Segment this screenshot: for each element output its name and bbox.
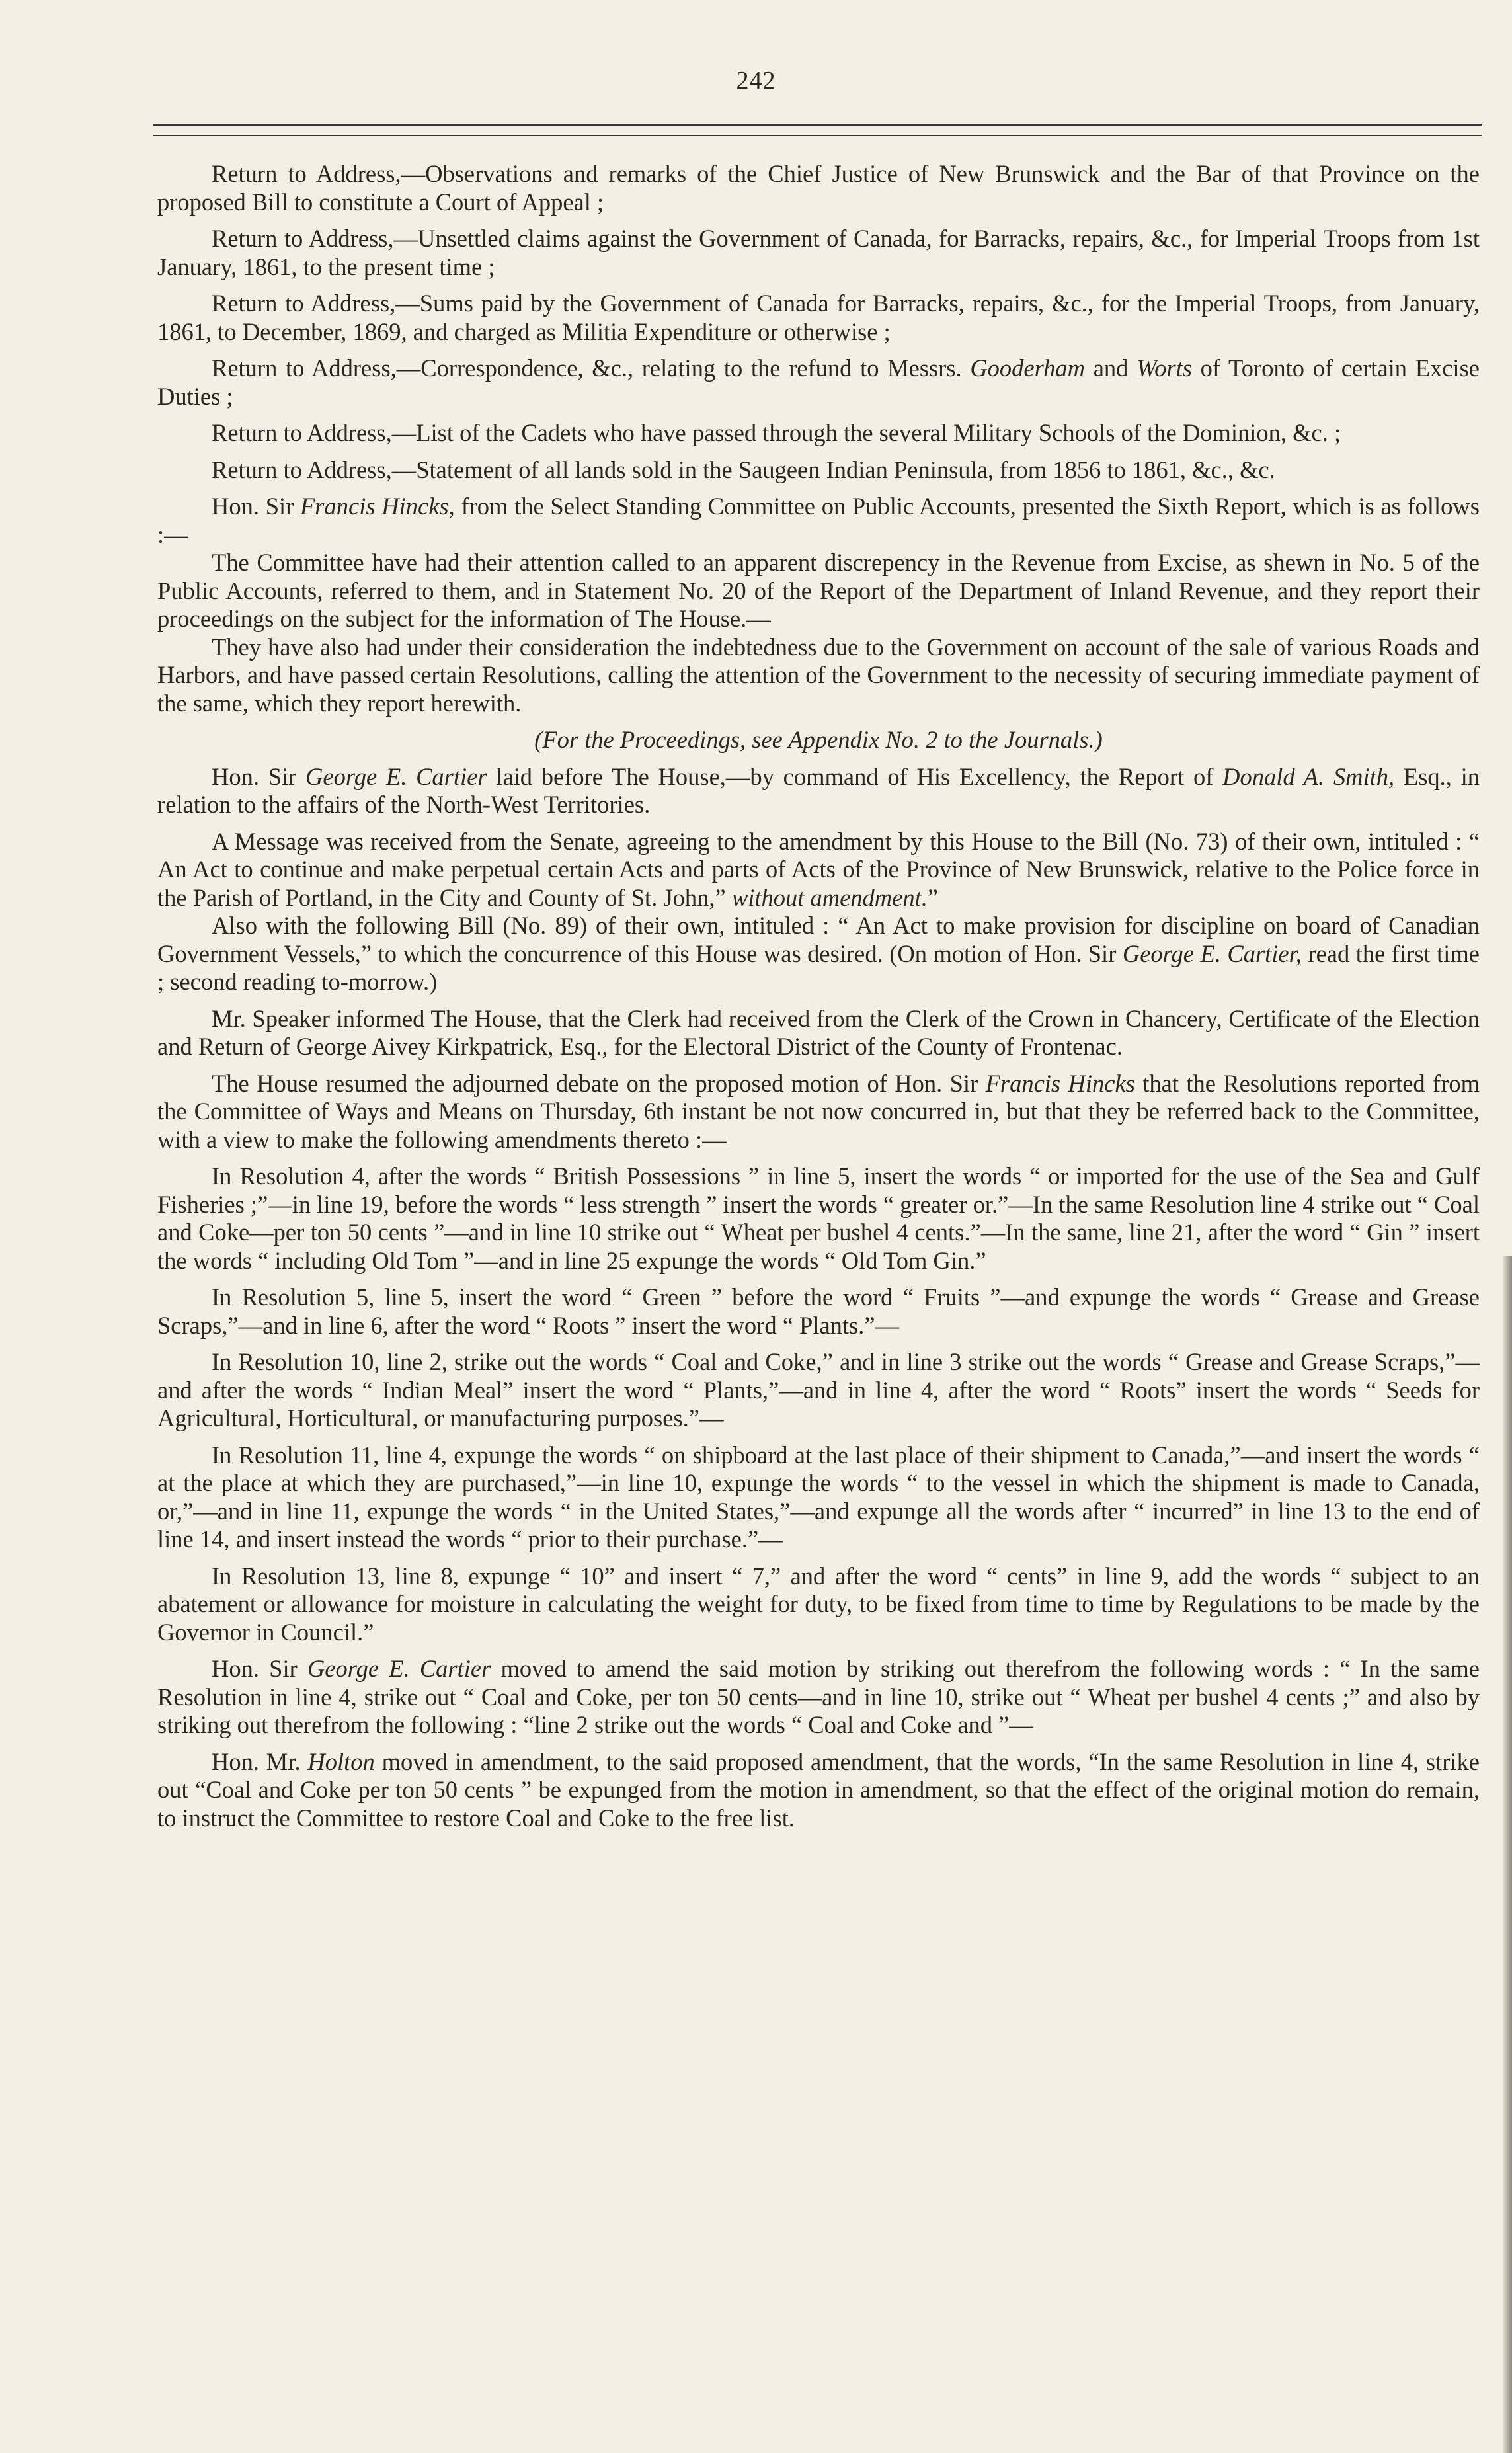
text-run: In Resolution 10, line 2, strike out the words “ Coal and Coke,” and in line 3 strike out the words “ Grease and Grease Scraps,”—and after the words “ Indian Meal” insert the word “ Plants,”—and in line 4, after the word “ Roots” insert the words “ Seeds for Agricultural, Horticultural, or manufacturing purposes.”— (157, 1348, 1480, 1431)
text-run: Mr. Speaker informed The House, that the Clerk had received from the Clerk of the Crown in Chancery, Certificate of the Election and Return of George Aivey Kirkpatrick, Esq., for the Electoral District of the County of Frontenac. (157, 1004, 1480, 1060)
paragraph-p15 (157, 1070, 1480, 1154)
italic-name: without amendment. (731, 883, 928, 911)
paragraph-p20 (157, 1562, 1480, 1647)
paragraph-p19 (157, 1441, 1480, 1554)
text-run: The Committee have had their attention called to an apparent discrepency in the Revenue from Excise, as shewn in No. 5 of the Public Accounts, referred to them, and in Statement No. 20 of the Report of the Department of Inland Revenue, and they report their proceedings on the subject for the information of The House.— (157, 549, 1480, 632)
paragraph-p6 (157, 456, 1480, 485)
italic-name: Holton (307, 1748, 375, 1775)
text-run: moved in amendment, to the said proposed amendment, that the words, “In the same Resolution in line 4, strike out “Coal and Coke per ton 50 cents ” be expunged from the motion in amendment, so that the effect of the original motion do remain, to instruct the Committee to restore Coal and Coke to the free list. (157, 1748, 1480, 1831)
italic-name: George E. Cartier, (1122, 940, 1302, 967)
paragraph-p14 (157, 1005, 1480, 1061)
italic-name: Francis Hincks, (300, 493, 455, 520)
text-run: Hon. Sir (212, 1655, 307, 1682)
paragraph-p9 (157, 633, 1480, 718)
header-rule-top (153, 124, 1482, 126)
text-run: Return to Address,—Sums paid by the Government of Canada for Barracks, repairs, &c., for the Imperial Troops, from January, 1861, to December, 1869, and charged as Militia Expenditure or otherwise ; (157, 290, 1480, 345)
text-run: Return to Address,—Correspondence, &c., relating to the refund to Messrs. (212, 354, 971, 382)
text-run: read the first time ; second reading to-morrow.) (157, 940, 1480, 995)
text-run: Also with the following Bill (No. 89) of their own, intituled : “ An Act to make provision for discipline on board of Canadian Government Vessels,” to which the concurrence of this House was desired. (On motion of Hon. Sir (157, 912, 1480, 967)
italic-name: Francis Hincks (985, 1069, 1135, 1097)
italic-name: Donald A. Smith, (1222, 762, 1395, 790)
text-run: Esq., in relation to the affairs of the North-West Territories. (157, 762, 1480, 818)
paragraph-p11 (157, 763, 1480, 819)
text-run: from the Select Standing Committee on Public Accounts, presented the Sixth Report, which is as follows :— (157, 493, 1480, 548)
paragraph-p5 (157, 419, 1480, 448)
text-run: In Resolution 5, line 5, insert the word “ Green ” before the word “ Fruits ”—and expunge the words “ Grease and Grease Scraps,”—and in line 6, after the word “ Roots ” insert the word “ Plants.”— (157, 1283, 1480, 1339)
text-run: In Resolution 4, after the words “ British Possessions ” in line 5, insert the words “ or imported for the use of the Sea and Gulf Fisheries ;”—in line 19, before the words “ less strength ” insert the words “ greater or.”—In the same Resolution line 4 strike out “ Coal and Coke—per ton 50 cents ”—and in line 10 strike out “ Wheat per bushel 4 cents.”—In the same, line 21, after the word “ Gin ” insert the words “ including Old Tom ”—and in line 25 expunge the words “ Old Tom Gin.” (157, 1162, 1480, 1274)
text-run: In Resolution 11, line 4, expunge the words “ on shipboard at the last place of their shipment to Canada,”—and insert the words “ at the place at which they are purchased,”—in line 10, expunge the words “ to the vessel in which the shipment is made to Canada, or,”—and in line 11, expunge the words “ in the United States,”—and expunge all the words after “ incurred” in line 13 to the end of line 14, and insert instead the words “ prior to their purchase.”— (157, 1441, 1480, 1552)
text-run: A Message was received from the Senate, agreeing to the amendment by this House to the Bill (No. 73) of their own, intituled : “ An Act to continue and make perpetual certain Acts and parts of Acts of the Province of New Brunswick, relative to the Police force in the Parish of Portland, in the City and County of St. John,” (157, 827, 1480, 911)
text-run: Return to Address,—Unsettled claims against the Government of Canada, for Barracks, repairs, &c., for Imperial Troops from 1st January, 1861, to the present time ; (157, 225, 1480, 280)
paragraph-p16 (157, 1162, 1480, 1275)
text-run: Return to Address,—Observations and remarks of the Chief Justice of New Brunswick and the Bar of that Province on the proposed Bill to constitute a Court of Appeal ; (157, 160, 1480, 216)
page-edge-shadow (1503, 1256, 1512, 2453)
page-number: 242 (736, 67, 776, 95)
text-run: Return to Address,—Statement of all lands sold in the Saugeen Indian Peninsula, from 1856 to 1861, &c., &c. (212, 456, 1275, 483)
text-run: The House resumed the adjourned debate on the proposed motion of Hon. Sir (212, 1069, 986, 1097)
text-run: In Resolution 13, line 8, expunge “ 10” and insert “ 7,” and after the word “ cents” in line 9, add the words “ subject to an abatement or allowance for moisture in calculating the weight for duty, to be fixed from time to time by Regulations to be made by the Governor in Council.” (157, 1562, 1480, 1646)
paragraph-p1 (157, 160, 1480, 216)
text-run: Return to Address,—List of the Cadets who have passed through the several Military Schools of the Dominion, &c. ; (212, 419, 1341, 446)
header-rule-bottom (153, 135, 1482, 136)
paragraph-p13 (157, 912, 1480, 996)
text-run: and (1085, 354, 1137, 382)
paragraph-p22 (157, 1748, 1480, 1833)
text-run: that the Resolutions reported from the Committee of Ways and Means on Thursday, 6th instant be not now concurred in, but that they be referred back to the Committee, with a view to make the following amendments thereto :— (157, 1069, 1480, 1153)
text-run: Hon. Sir (212, 493, 300, 520)
text-run: They have also had under their consideration the indebtedness due to the Government on account of the sale of various Roads and Harbors, and have passed certain Resolutions, calling the attention of the Government to the necessity of securing immediate payment of the same, which they report herewith. (157, 633, 1480, 717)
paragraph-p10 (157, 726, 1480, 754)
paragraph-p8 (157, 549, 1480, 633)
paragraph-p17 (157, 1283, 1480, 1340)
text-run: ” (927, 883, 939, 911)
paragraph-p4 (157, 354, 1480, 411)
text-run: Hon. Sir (212, 762, 306, 790)
paragraph-p7 (157, 493, 1480, 549)
text-run: Hon. Mr. (212, 1748, 308, 1775)
italic-name: Worts (1136, 354, 1192, 382)
text-run: (For the Proceedings, see Appendix No. 2 to the Journals.) (534, 726, 1103, 753)
italic-name: Gooderham (970, 354, 1086, 382)
text-run: moved to amend the said motion by striking out therefrom the following words : “ In the same Resolution in line 4, strike out “ Coal and Coke, per ton 50 cents—and in line 10, strike out “ Wheat per bushel 4 cents ;” and also by striking out therefrom the following : “line 2 strike out the words “ Coal and Coke and ”— (157, 1655, 1480, 1738)
text-run: laid before The House,—by command of His Excellency, the Report of (487, 762, 1223, 790)
paragraph-p12 (157, 828, 1480, 912)
journal-body-text (157, 160, 1480, 1841)
paragraph-p3 (157, 290, 1480, 346)
paragraph-p18 (157, 1348, 1480, 1433)
italic-name: George E. Cartier (307, 1655, 491, 1682)
italic-name: George E. Cartier (305, 762, 487, 790)
paragraph-p2 (157, 225, 1480, 281)
text-run: of Toronto of certain Excise Duties ; (157, 354, 1480, 410)
paragraph-p21 (157, 1655, 1480, 1740)
